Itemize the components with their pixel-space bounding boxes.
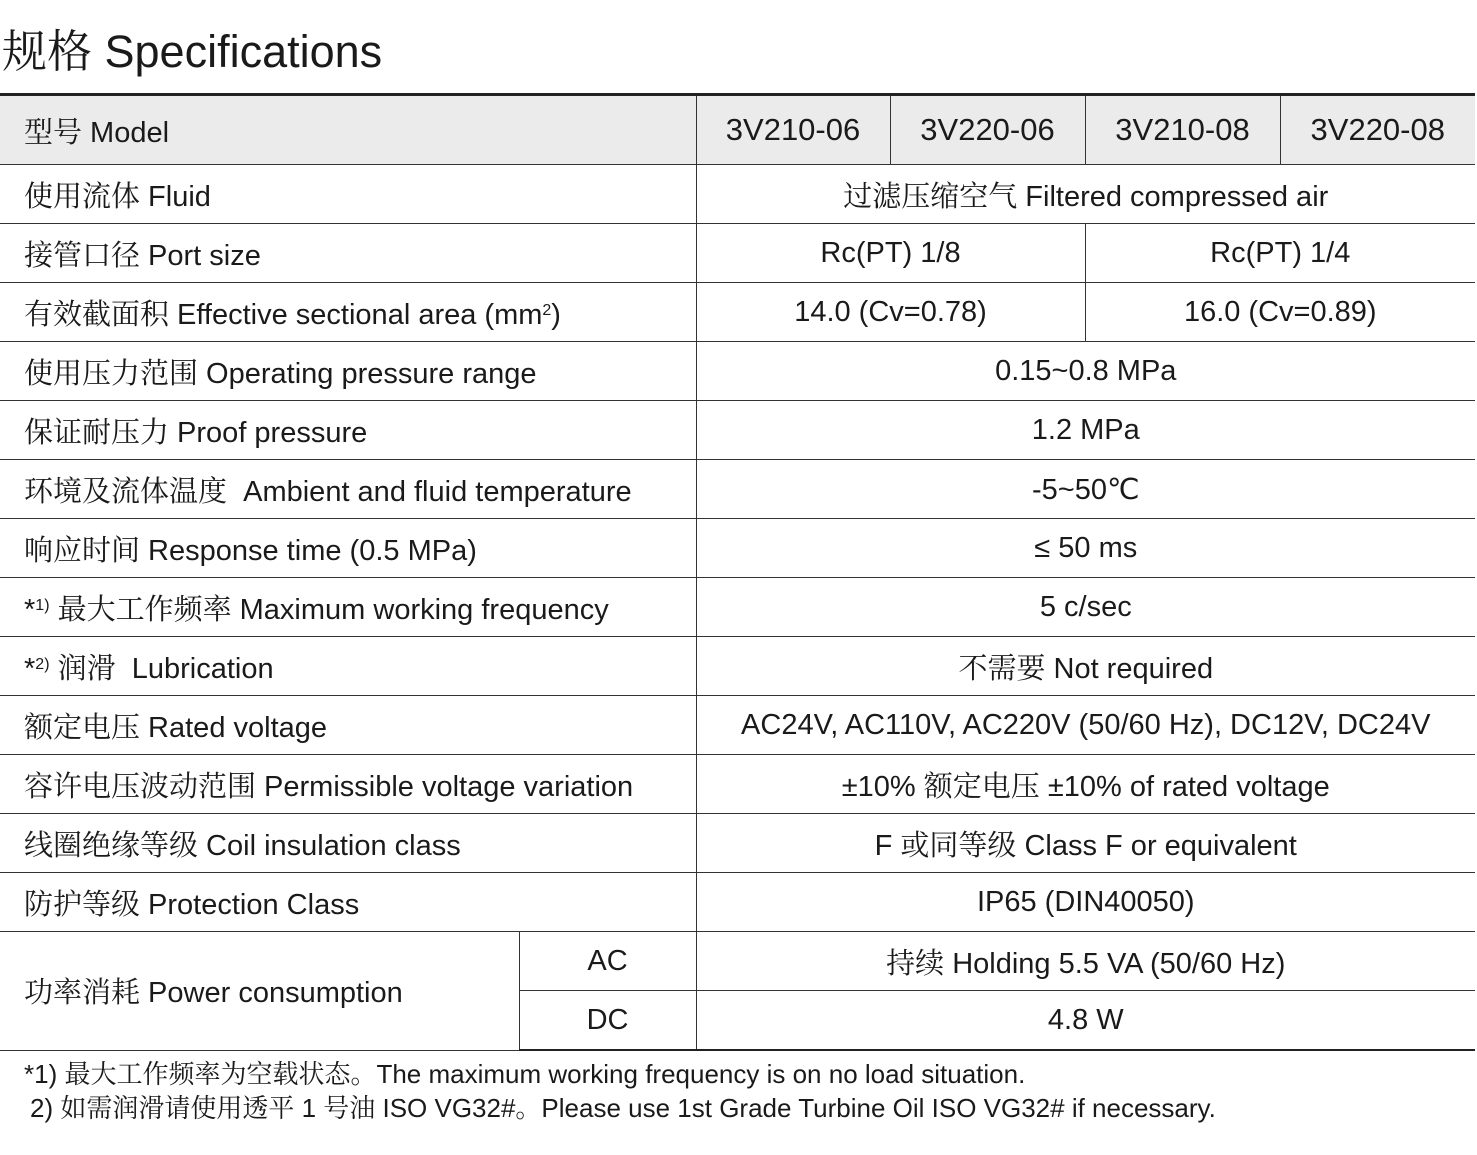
port-size-08-value: Rc(PT) 1/4	[1085, 224, 1475, 283]
protection-class-value: IP65 (DIN40050)	[696, 873, 1475, 932]
power-ac-value: 持续 Holding 5.5 VA (50/60 Hz)	[696, 932, 1475, 991]
model-3v220-08: 3V220-08	[1280, 95, 1475, 165]
sectional-area-06-value: 14.0 (Cv=0.78)	[696, 283, 1085, 342]
table-row	[0, 755, 1475, 814]
lubrication-label: *$^{2)}$ 润滑 Lubrication	[0, 637, 696, 696]
table-row	[0, 283, 1475, 342]
response-time-value: ≤ 50 ms	[696, 519, 1475, 578]
model-3v210-06: 3V210-06	[696, 95, 890, 165]
table-row	[0, 696, 1475, 755]
voltage-variation-label: 容许电压波动范围 Permissible voltage variation	[0, 755, 696, 814]
table-header-row	[0, 95, 1475, 165]
power-ac-label: AC	[519, 932, 696, 991]
coil-insulation-label: 线圈绝缘等级 Coil insulation class	[0, 814, 696, 873]
table-row	[0, 224, 1475, 283]
power-consumption-label: 功率消耗 Power consumption	[0, 932, 519, 1051]
table-row	[0, 401, 1475, 460]
table-row	[0, 932, 1475, 991]
model-3v220-06: 3V220-06	[890, 95, 1085, 165]
footnote-2: 2) 如需润滑请使用透平 1 号油 ISO VG32#。Please use 1st Grade Turbine Oil ISO VG32# if necessary.	[30, 1093, 1216, 1123]
table-row	[0, 637, 1475, 696]
proof-pressure-label: 保证耐压力 Proof pressure	[0, 401, 696, 460]
voltage-variation-value: ±10% 额定电压 ±10% of rated voltage	[696, 755, 1475, 814]
model-header-label: 型号 Model	[0, 95, 696, 165]
table-row	[0, 814, 1475, 873]
rated-voltage-label: 额定电压 Rated voltage	[0, 696, 696, 755]
sectional-area-08-value: 16.0 (Cv=0.89)	[1085, 283, 1475, 342]
rated-voltage-value: AC24V, AC110V, AC220V (50/60 Hz), DC12V, DC24V	[696, 696, 1475, 755]
protection-class-label: 防护等级 Protection Class	[0, 873, 696, 932]
table-row	[0, 460, 1475, 519]
coil-insulation-value: F 或同等级 Class F or equivalent	[696, 814, 1475, 873]
pressure-range-value: 0.15~0.8 MPa	[696, 342, 1475, 401]
port-size-06-value: Rc(PT) 1/8	[696, 224, 1085, 283]
fluid-label: 使用流体 Fluid	[0, 165, 696, 224]
table-row	[0, 342, 1475, 401]
frequency-value: 5 c/sec	[696, 578, 1475, 637]
temperature-value: -5~50℃	[696, 460, 1475, 519]
table-row	[0, 519, 1475, 578]
port-size-label: 接管口径 Port size	[0, 224, 696, 283]
footnote-1: *1) 最大工作频率为空载状态。The maximum working frequency is on no load situation.	[24, 1059, 1026, 1089]
model-3v210-08: 3V210-08	[1085, 95, 1280, 165]
table-row	[0, 873, 1475, 932]
table-row	[0, 165, 1475, 224]
footnotes	[24, 1057, 1216, 1125]
pressure-range-label: 使用压力范围 Operating pressure range	[0, 342, 696, 401]
sectional-area-label: 有效截面积 Effective sectional area $(mm^2)$	[0, 283, 696, 342]
page-title: 规格 Specifications	[2, 26, 383, 77]
fluid-value: 过滤压缩空气 Filtered compressed air	[696, 165, 1475, 224]
power-dc-label: DC	[519, 991, 696, 1051]
proof-pressure-value: 1.2 MPa	[696, 401, 1475, 460]
specifications-table	[0, 93, 1475, 1051]
lubrication-value: 不需要 Not required	[696, 637, 1475, 696]
temperature-label: 环境及流体温度 Ambient and fluid temperature	[0, 460, 696, 519]
frequency-label: *$^{1)}$ 最大工作频率 Maximum working frequency	[0, 578, 696, 637]
response-time-label: 响应时间 Response time (0.5 MPa)	[0, 519, 696, 578]
power-dc-value: 4.8 W	[696, 991, 1475, 1051]
table-row	[0, 578, 1475, 637]
